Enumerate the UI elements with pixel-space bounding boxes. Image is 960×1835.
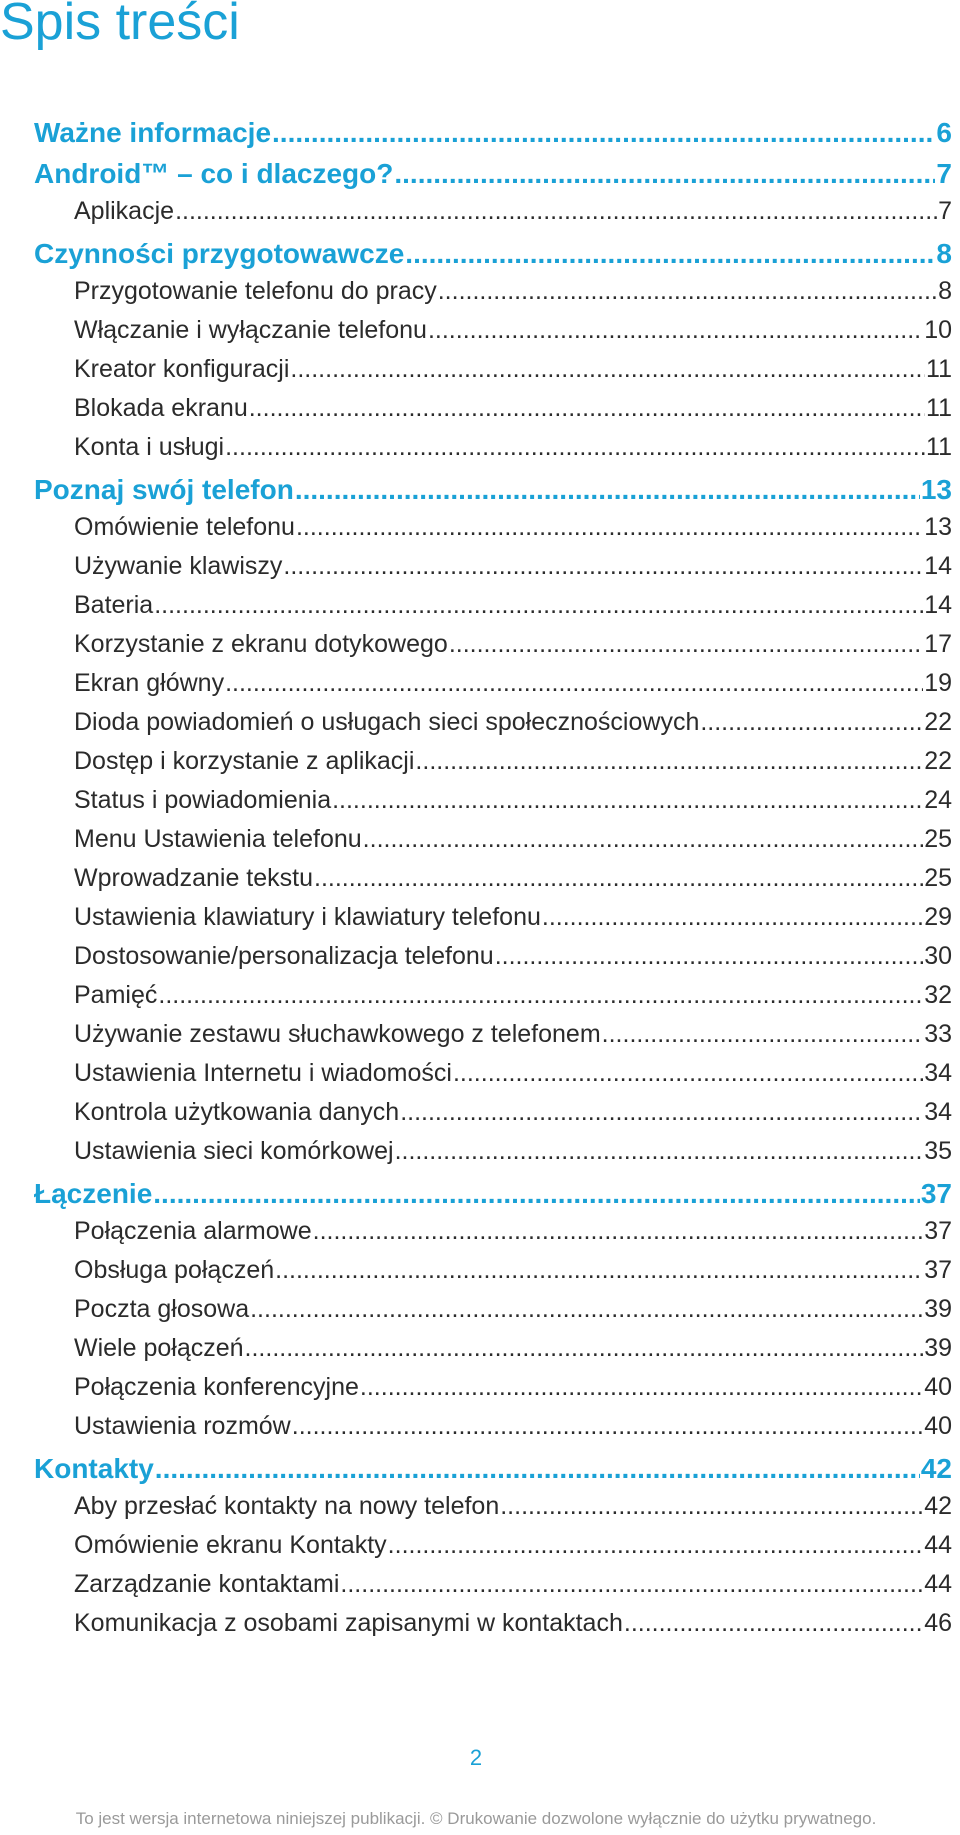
toc-entry-label: Dostosowanie/personalizacja telefonu [74, 942, 494, 970]
dot-leader [360, 1373, 923, 1402]
dot-leader [296, 513, 923, 542]
toc-entry-label: Poznaj swój telefon [34, 474, 294, 505]
dot-leader [542, 903, 923, 932]
dot-leader [295, 474, 920, 506]
toc-entry-label: Połączenia alarmowe [74, 1217, 312, 1245]
toc-entry-label: Obsługa połączeń [74, 1256, 275, 1284]
dot-leader [292, 1412, 923, 1441]
toc-entry-page: 25 [924, 864, 952, 892]
toc-section-row[interactable] [34, 864, 952, 903]
toc-entry-page: 33 [924, 1020, 952, 1048]
toc-entry-page: 34 [924, 1098, 952, 1126]
toc-entry-page: 7 [938, 197, 952, 225]
dot-leader [225, 433, 925, 462]
toc-entry-page: 13 [920, 474, 952, 505]
toc-section-row[interactable] [34, 825, 952, 864]
toc-entry-page: 40 [924, 1373, 952, 1401]
toc-entry-label: Ustawienia klawiatury i klawiatury telefonu [74, 903, 541, 931]
toc-entry-page: 13 [924, 513, 952, 541]
toc-entry-label: Komunikacja z osobami zapisanymi w kontaktach [74, 1609, 623, 1637]
toc-entry-page: 6 [936, 117, 952, 148]
toc-entry-page: 7 [936, 158, 952, 189]
dot-leader [453, 1059, 923, 1088]
page-number: 2 [469, 1745, 483, 1770]
toc-entry-label: Czynności przygotowawcze [34, 238, 405, 269]
toc-entry-label: Połączenia konferencyjne [74, 1373, 359, 1401]
toc-entry-label: Ustawienia rozmów [74, 1412, 291, 1440]
toc-section-row[interactable] [34, 1020, 952, 1059]
toc-entry-label: Dostęp i korzystanie z aplikacji [74, 747, 415, 775]
toc-entry-page: 8 [938, 277, 952, 305]
dot-leader [363, 825, 924, 854]
toc-entry-label: Ustawienia Internetu i wiadomości [74, 1059, 452, 1087]
toc-section-row[interactable] [34, 786, 952, 825]
toc-section-row[interactable] [34, 669, 952, 708]
toc-entry-label: Ekran główny [74, 669, 225, 697]
toc-entry-page: 24 [924, 786, 952, 814]
dot-leader [313, 1217, 924, 1246]
dot-leader [272, 117, 935, 149]
toc-section-row[interactable] [34, 591, 952, 630]
dot-leader [602, 1020, 924, 1049]
toc-entry-page: 37 [920, 1178, 952, 1209]
dot-leader [275, 1256, 923, 1285]
toc-section-row[interactable] [34, 394, 952, 433]
dot-leader [332, 786, 923, 815]
toc-entry-page: 25 [924, 825, 952, 853]
toc-entry-label: Aby przesłać kontakty na nowy telefon [74, 1492, 500, 1520]
dot-leader [249, 394, 925, 423]
toc-section-row[interactable] [34, 1217, 952, 1256]
toc-entry-page: 14 [924, 591, 952, 619]
dot-leader [624, 1609, 923, 1638]
toc-chapter-row[interactable] [34, 474, 952, 513]
dot-leader [405, 238, 935, 270]
table-of-contents [34, 115, 952, 1648]
toc-entry-page: 30 [924, 942, 952, 970]
dot-leader [495, 942, 923, 971]
dot-leader [428, 316, 923, 345]
dot-leader [500, 1492, 923, 1521]
toc-entry-page: 39 [924, 1295, 952, 1323]
toc-entry-page: 42 [924, 1492, 952, 1520]
toc-entry-label: Korzystanie z ekranu dotykowego [74, 630, 448, 658]
toc-section-row[interactable] [34, 981, 952, 1020]
dot-leader [158, 981, 923, 1010]
toc-entry-label: Pamięć [74, 981, 158, 1009]
dot-leader [449, 630, 923, 659]
toc-section-row[interactable] [34, 1334, 952, 1373]
toc-entry-page: 44 [924, 1531, 952, 1559]
dot-leader [400, 1098, 923, 1127]
toc-entry-label: Włączanie i wyłączanie telefonu [74, 316, 427, 344]
toc-entry-page: 37 [924, 1217, 952, 1245]
dot-leader [245, 1334, 924, 1363]
toc-entry-page: 39 [924, 1334, 952, 1362]
toc-section-row[interactable] [34, 1295, 952, 1334]
toc-entry-label: Wiele połączeń [74, 1334, 244, 1362]
toc-entry-page: 11 [926, 394, 952, 422]
toc-entry-page: 42 [920, 1453, 952, 1484]
toc-entry-label: Ustawienia sieci komórkowej [74, 1137, 394, 1165]
toc-section-row[interactable] [34, 1059, 952, 1098]
toc-entry-page: 32 [924, 981, 952, 1009]
toc-entry-label: Kreator konfiguracji [74, 355, 290, 383]
toc-entry-label: Używanie zestawu słuchawkowego z telefonem [74, 1020, 601, 1048]
toc-entry-page: 29 [924, 903, 952, 931]
toc-entry-page: 11 [926, 355, 952, 383]
dot-leader [395, 1137, 924, 1166]
toc-section-row[interactable] [34, 1531, 952, 1570]
toc-section-row[interactable] [34, 316, 952, 355]
toc-entry-label: Łączenie [34, 1178, 153, 1209]
toc-section-row[interactable] [34, 433, 952, 472]
toc-section-row[interactable] [34, 1412, 952, 1451]
toc-entry-label: Menu Ustawienia telefonu [74, 825, 362, 853]
dot-leader [155, 1453, 920, 1485]
toc-chapter-row[interactable] [34, 238, 952, 277]
toc-entry-label: Bateria [74, 591, 154, 619]
toc-entry-page: 14 [924, 552, 952, 580]
toc-chapter-row[interactable] [34, 117, 952, 156]
toc-section-row[interactable] [34, 197, 952, 236]
toc-section-row[interactable] [34, 708, 952, 747]
toc-chapter-row[interactable] [34, 158, 952, 197]
toc-entry-page: 34 [924, 1059, 952, 1087]
dot-leader [388, 1531, 924, 1560]
dot-leader [154, 591, 923, 620]
toc-entry-label: Omówienie ekranu Kontakty [74, 1531, 387, 1559]
toc-section-row[interactable] [34, 942, 952, 981]
toc-entry-label: Omówienie telefonu [74, 513, 295, 541]
toc-entry-page: 46 [924, 1609, 952, 1637]
toc-entry-label: Blokada ekranu [74, 394, 248, 422]
toc-section-row[interactable] [34, 1373, 952, 1412]
toc-entry-label: Android™ – co i dlaczego? [34, 158, 394, 189]
toc-section-row[interactable] [34, 1098, 952, 1137]
toc-entry-page: 22 [924, 708, 952, 736]
dot-leader [175, 197, 937, 226]
toc-section-row[interactable] [34, 1570, 952, 1609]
toc-section-row[interactable] [34, 747, 952, 786]
toc-entry-label: Konta i usługi [74, 433, 225, 461]
toc-entry-page: 10 [924, 316, 952, 344]
toc-entry-label: Dioda powiadomień o usługach sieci społecznościowych [74, 708, 700, 736]
toc-entry-label: Kontakty [34, 1453, 154, 1484]
toc-section-row[interactable] [34, 903, 952, 942]
toc-entry-page: 44 [924, 1570, 952, 1598]
footer-note: To jest wersja internetowa niniejszej publikacji. © Drukowanie dozwolone wyłącznie do użytku prywatnego. [75, 1809, 877, 1828]
toc-entry-page: 19 [924, 669, 952, 697]
toc-entry-page: 37 [924, 1256, 952, 1284]
toc-section-row[interactable] [34, 355, 952, 394]
toc-section-row[interactable] [34, 1137, 952, 1176]
toc-entry-page: 40 [924, 1412, 952, 1440]
toc-section-row[interactable] [34, 1256, 952, 1295]
toc-entry-page: 11 [926, 433, 952, 461]
dot-leader [153, 1178, 920, 1210]
dot-leader [314, 864, 923, 893]
toc-entry-label: Ważne informacje [34, 117, 272, 148]
toc-entry-label: Aplikacje [74, 197, 175, 225]
dot-leader [700, 708, 923, 737]
toc-entry-page: 35 [924, 1137, 952, 1165]
toc-entry-label: Poczta głosowa [74, 1295, 250, 1323]
dot-leader [225, 669, 923, 698]
toc-section-row[interactable] [34, 1609, 952, 1648]
toc-section-row[interactable] [34, 1492, 952, 1531]
toc-entry-label: Kontrola użytkowania danych [74, 1098, 400, 1126]
page-title: Spis treści [0, 0, 240, 51]
toc-entry-label: Używanie klawiszy [74, 552, 283, 580]
toc-section-row[interactable] [34, 277, 952, 316]
dot-leader [290, 355, 925, 384]
toc-section-row[interactable] [34, 630, 952, 669]
dot-leader [394, 158, 935, 190]
toc-section-row[interactable] [34, 513, 952, 552]
toc-section-row[interactable] [34, 552, 952, 591]
toc-entry-label: Status i powiadomienia [74, 786, 332, 814]
dot-leader [250, 1295, 923, 1324]
toc-entry-label: Przygotowanie telefonu do pracy [74, 277, 437, 305]
toc-chapter-row[interactable] [34, 1178, 952, 1217]
toc-chapter-row[interactable] [34, 1453, 952, 1492]
toc-entry-page: 8 [936, 238, 952, 269]
toc-entry-page: 22 [924, 747, 952, 775]
toc-entry-label: Zarządzanie kontaktami [74, 1570, 340, 1598]
toc-entry-label: Wprowadzanie tekstu [74, 864, 314, 892]
dot-leader [415, 747, 923, 776]
dot-leader [340, 1570, 923, 1599]
dot-leader [283, 552, 923, 581]
dot-leader [438, 277, 937, 306]
toc-entry-page: 17 [924, 630, 952, 658]
